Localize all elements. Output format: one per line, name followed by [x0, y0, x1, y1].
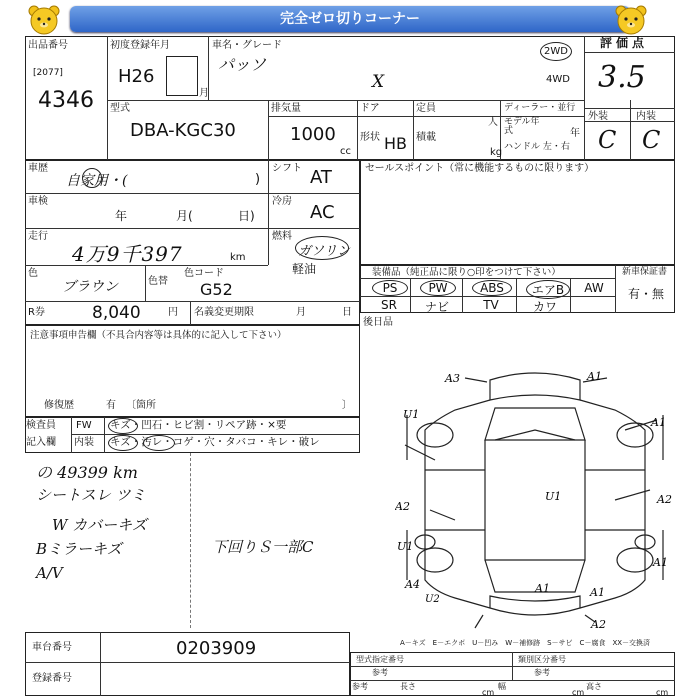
equip-tv: TV [483, 298, 499, 312]
car-trunk [490, 596, 580, 615]
wheel-rear-left [417, 548, 453, 572]
lot-number: 4346 [38, 88, 94, 113]
car-label: 車名・グレード [212, 40, 282, 51]
fuel-option1: ガソリン [298, 244, 351, 259]
car-diagram [395, 360, 675, 630]
capacity-label: 定員 [416, 103, 436, 114]
mileage-label: 走行 [28, 231, 48, 242]
doors-label: ドア [360, 103, 380, 114]
recycle-label: R券 [28, 307, 45, 318]
registration-label: 登録番号 [32, 673, 72, 684]
dmg-u2: U2 [425, 594, 440, 605]
header-block [25, 36, 675, 160]
fuel-label: 燃料 [272, 231, 292, 242]
check-row1-lead: FW [76, 420, 92, 431]
dmg-a3: A3 [445, 372, 460, 385]
score-label: 評価点 [600, 36, 649, 50]
fuel-circle [295, 236, 349, 260]
score-value: 3.5 [598, 60, 646, 95]
width-unit: cm [572, 688, 585, 697]
month-unit: 月 [199, 88, 209, 99]
warranty-value: 有・無 [628, 287, 665, 301]
wheel-front-left [417, 423, 453, 447]
height-unit: cm [656, 688, 669, 697]
interior-value: C [642, 126, 661, 154]
mileage-value: 4万9千397 [72, 242, 183, 266]
aircon-value: AC [310, 202, 335, 223]
car-name: パッソ [218, 55, 267, 74]
dmg-a4: A4 [405, 578, 420, 591]
damage-legend: A－キズ E－エクボ U－凹み W－補修跡 S－サビ C－腐食 XX－交換済 [400, 639, 651, 647]
model-year-label: モデル年式 [504, 117, 540, 136]
displacement-unit: cc [340, 146, 351, 157]
check-circle-1 [108, 418, 138, 434]
check-row1: キズ・凹石・ヒビ割・リペア跡・×要 [110, 419, 287, 431]
height-label: 高さ [586, 682, 602, 691]
sales-point-block [360, 160, 675, 265]
note-5: A/V [36, 564, 63, 582]
dmg-a2-bottom: A2 [591, 618, 606, 630]
rear-seat-label: 後日品 [363, 317, 393, 328]
handle-label: ハンドル 左・右 [504, 142, 570, 152]
car-windshield [485, 408, 585, 440]
first-reg-label: 初度登録年月 [110, 40, 170, 51]
name-change-day: 日 [342, 307, 352, 318]
equip-leather: カワ [532, 300, 557, 314]
dealer-label: ディーラー・並行 [504, 103, 576, 113]
under-note: 下回りＳ一部C [212, 538, 314, 556]
chassis-label: 車台番号 [32, 642, 72, 653]
repair-value: 有 [106, 400, 116, 411]
color-change-label: 色替 [148, 276, 168, 287]
spec-ref: 参考 [352, 682, 368, 691]
name-change-label: 名義変更期限 [194, 307, 254, 318]
capacity-unit: 人 [488, 117, 498, 128]
drive-4wd: 4WD [546, 74, 570, 85]
check-row2-lead: 内装 [74, 437, 94, 448]
repair-place: 〔箇所 [126, 400, 156, 411]
check-label-1: 検査員 [26, 420, 56, 431]
history-close: ) [255, 172, 261, 187]
check-row2: キズ・汚レ・コゲ・穴・タバコ・キレ・破レ [110, 436, 320, 448]
color-code: G52 [200, 280, 233, 299]
shift-value: AT [310, 167, 332, 188]
check-circle-2 [108, 435, 138, 451]
equip-aw: AW [584, 281, 604, 295]
exterior-value: C [598, 126, 617, 154]
note-4: Bミラーキズ [36, 540, 122, 558]
history-value: 自家用・( [66, 173, 128, 189]
equipment-label: 装備品（純正品に限り○印をつけて下さい） [372, 267, 561, 278]
repair-label: 修復歴 [44, 400, 74, 411]
recycle-value: 8,040 [92, 303, 141, 323]
equip-navi: ナビ [424, 300, 449, 314]
displacement-label: 排気量 [271, 103, 301, 114]
note-3: W カバーキズ [52, 516, 147, 534]
history-label: 車歴 [28, 163, 48, 174]
recycle-unit: 円 [168, 307, 178, 318]
drive-2wd: 2WD [540, 42, 572, 61]
dmg-a2-left: A2 [395, 500, 410, 513]
color-value: ブラウン [62, 279, 118, 295]
dmg-u1-lower: U1 [397, 540, 414, 553]
name-change-month: 月 [296, 307, 306, 318]
inspection-month: 月( [176, 209, 193, 223]
displacement-value: 1000 [290, 124, 336, 145]
equip-pw: PW [420, 280, 456, 296]
chassis-value: 0203909 [176, 638, 257, 659]
car-hood [490, 373, 580, 400]
dmg-a1-rear: A1 [535, 582, 550, 595]
inspection-year: 年 [115, 209, 128, 223]
month-box [166, 56, 198, 96]
model-label: 型式 [110, 103, 130, 114]
car-roof [485, 440, 585, 560]
dmg-a1-right: A1 [651, 416, 666, 429]
load-label: 積載 [416, 132, 436, 143]
banner-title: 完全ゼロ切りコーナー [70, 6, 630, 32]
type-num-label: 型式指定番号 [356, 655, 404, 664]
load-unit: kg [490, 147, 503, 158]
equip-sr: SR [381, 298, 397, 312]
note-1: の 49399 km [36, 463, 138, 482]
warranty-label: 新車保証書 [622, 267, 668, 277]
mascot-right-icon [613, 4, 649, 36]
lot-label: 出品番号 [28, 40, 68, 51]
color-code-label: 色コード [184, 268, 224, 279]
length-unit: cm [482, 688, 495, 697]
sales-point-label: セールスポイント（常に機能するものに限ります） [365, 163, 595, 174]
fuel-option2: 軽油 [292, 262, 317, 276]
shift-label: シフト [272, 163, 302, 174]
aircon-label: 冷房 [272, 196, 292, 207]
shape-value: HB [384, 134, 408, 153]
model-code: DBA-KGC30 [130, 120, 236, 141]
type-num-ref: 参考 [372, 668, 388, 677]
check-label-2: 記入欄 [26, 437, 56, 448]
model-year-unit: 年 [570, 128, 580, 139]
exterior-label: 外装 [588, 111, 608, 122]
note-2: シートスレ ツミ [36, 486, 146, 504]
inspection-day: 日) [238, 209, 255, 223]
equip-ps: PS [372, 280, 408, 296]
report-label: 注意事項申告欄（不具合内容等は具体的に記入して下さい） [30, 330, 287, 341]
check-circle-3 [143, 435, 175, 451]
inspection-label: 車検 [28, 196, 48, 207]
wheel-rear-right [617, 548, 653, 572]
history-circle [82, 168, 102, 188]
equip-airbag: エアB [526, 280, 570, 299]
first-reg-year: H26 [118, 66, 155, 87]
category-label: 類別区分番号 [518, 655, 566, 664]
interior-label: 内装 [636, 111, 656, 122]
lot-sub: [2077] [33, 68, 63, 78]
shape-label: 形状 [360, 132, 380, 143]
length-label: 長さ [400, 682, 416, 691]
dmg-a1-rear-right: A1 [590, 586, 605, 599]
dmg-u1-left: U1 [403, 408, 420, 421]
dmg-a2-right: A2 [657, 493, 672, 506]
width-label: 幅 [498, 682, 506, 691]
repair-close: 〕 [342, 400, 352, 411]
dmg-u1-center: U1 [545, 490, 562, 503]
equip-abs: ABS [472, 280, 512, 296]
dmg-a1-lower: A1 [653, 556, 668, 569]
dmg-a1-top: A1 [587, 370, 602, 383]
mileage-unit: km [230, 252, 246, 263]
category-ref: 参考 [534, 668, 550, 677]
color-label: 色 [28, 268, 38, 279]
mascot-left-icon [26, 4, 62, 36]
car-grade: X [372, 72, 385, 92]
